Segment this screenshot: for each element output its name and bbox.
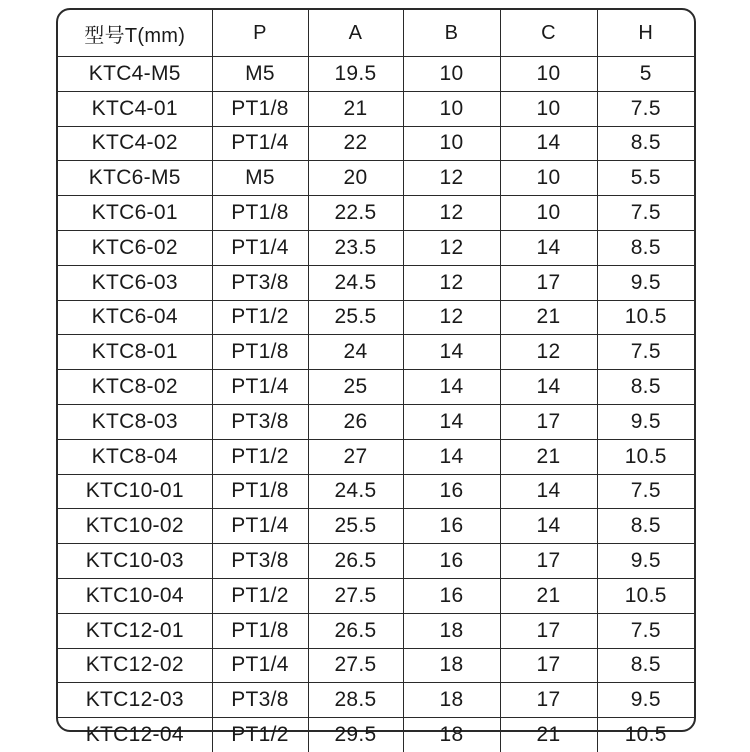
cell-model: KTC12-01 — [58, 613, 212, 648]
cell-h: 8.5 — [597, 370, 694, 405]
cell-a: 22 — [308, 126, 403, 161]
table-header-row — [58, 10, 694, 57]
cell-p: PT1/4 — [212, 230, 308, 265]
cell-b: 14 — [403, 439, 500, 474]
table-row — [58, 648, 694, 683]
cell-p: PT1/4 — [212, 509, 308, 544]
header-b: B — [403, 10, 500, 57]
cell-model: KTC6-04 — [58, 300, 212, 335]
cell-c: 14 — [500, 370, 597, 405]
cell-model: KTC12-02 — [58, 648, 212, 683]
cell-c: 17 — [500, 683, 597, 718]
cell-h: 5 — [597, 57, 694, 92]
cell-a: 26.5 — [308, 613, 403, 648]
cell-h: 8.5 — [597, 230, 694, 265]
cell-b: 12 — [403, 230, 500, 265]
cell-c: 17 — [500, 648, 597, 683]
cell-p: PT1/2 — [212, 578, 308, 613]
cell-b: 16 — [403, 578, 500, 613]
table-row — [58, 718, 694, 752]
cell-p: PT1/4 — [212, 126, 308, 161]
cell-h: 7.5 — [597, 335, 694, 370]
cell-p: PT1/4 — [212, 370, 308, 405]
cell-c: 14 — [500, 509, 597, 544]
cell-model: KTC10-01 — [58, 474, 212, 509]
cell-a: 23.5 — [308, 230, 403, 265]
table-row — [58, 370, 694, 405]
cell-c: 14 — [500, 230, 597, 265]
table-row — [58, 544, 694, 579]
header-c: C — [500, 10, 597, 57]
cell-h: 9.5 — [597, 265, 694, 300]
cell-model: KTC6-01 — [58, 196, 212, 231]
cell-h: 10.5 — [597, 578, 694, 613]
cell-a: 29.5 — [308, 718, 403, 752]
cell-model: KTC6-03 — [58, 265, 212, 300]
cell-a: 27 — [308, 439, 403, 474]
cell-p: PT3/8 — [212, 544, 308, 579]
cell-a: 19.5 — [308, 57, 403, 92]
table-row — [58, 509, 694, 544]
cell-b: 10 — [403, 126, 500, 161]
cell-model: KTC12-03 — [58, 683, 212, 718]
cell-c: 21 — [500, 718, 597, 752]
header-p: P — [212, 10, 308, 57]
spec-table-frame — [56, 8, 696, 747]
cell-a: 24.5 — [308, 265, 403, 300]
table-row — [58, 126, 694, 161]
cell-p: PT1/8 — [212, 91, 308, 126]
table-row — [58, 91, 694, 126]
table-row — [58, 683, 694, 718]
cell-p: PT3/8 — [212, 404, 308, 439]
cell-model: KTC4-02 — [58, 126, 212, 161]
cell-p: PT1/8 — [212, 335, 308, 370]
cell-p: PT1/2 — [212, 718, 308, 752]
cell-b: 18 — [403, 613, 500, 648]
cell-a: 26.5 — [308, 544, 403, 579]
cell-c: 10 — [500, 196, 597, 231]
cell-h: 8.5 — [597, 509, 694, 544]
cell-h: 9.5 — [597, 683, 694, 718]
header-a: A — [308, 10, 403, 57]
cell-a: 25.5 — [308, 509, 403, 544]
cell-b: 16 — [403, 544, 500, 579]
cell-h: 7.5 — [597, 474, 694, 509]
cell-p: PT3/8 — [212, 265, 308, 300]
cell-c: 17 — [500, 404, 597, 439]
cell-c: 21 — [500, 439, 597, 474]
cell-h: 5.5 — [597, 161, 694, 196]
cell-c: 10 — [500, 161, 597, 196]
cell-h: 7.5 — [597, 613, 694, 648]
cell-a: 26 — [308, 404, 403, 439]
cell-c: 14 — [500, 126, 597, 161]
cell-h: 8.5 — [597, 648, 694, 683]
cell-a: 24.5 — [308, 474, 403, 509]
cell-b: 12 — [403, 196, 500, 231]
table-row — [58, 230, 694, 265]
cell-c: 14 — [500, 474, 597, 509]
cell-a: 28.5 — [308, 683, 403, 718]
cell-c: 21 — [500, 300, 597, 335]
cell-p: PT1/8 — [212, 613, 308, 648]
cell-model: KTC6-02 — [58, 230, 212, 265]
cell-b: 18 — [403, 683, 500, 718]
cell-a: 25.5 — [308, 300, 403, 335]
cell-b: 18 — [403, 718, 500, 752]
cell-h: 8.5 — [597, 126, 694, 161]
cell-c: 21 — [500, 578, 597, 613]
table-row — [58, 57, 694, 92]
cell-a: 27.5 — [308, 578, 403, 613]
cell-model: KTC10-03 — [58, 544, 212, 579]
cell-model: KTC4-01 — [58, 91, 212, 126]
cell-h: 7.5 — [597, 91, 694, 126]
cell-b: 16 — [403, 474, 500, 509]
cell-model: KTC12-04 — [58, 718, 212, 752]
cell-model: KTC8-02 — [58, 370, 212, 405]
cell-h: 10.5 — [597, 439, 694, 474]
cell-c: 17 — [500, 265, 597, 300]
cell-h: 10.5 — [597, 300, 694, 335]
table-row — [58, 300, 694, 335]
cell-b: 16 — [403, 509, 500, 544]
cell-model: KTC8-03 — [58, 404, 212, 439]
cell-b: 12 — [403, 265, 500, 300]
cell-a: 25 — [308, 370, 403, 405]
cell-b: 14 — [403, 404, 500, 439]
cell-c: 17 — [500, 613, 597, 648]
table-row — [58, 196, 694, 231]
cell-a: 22.5 — [308, 196, 403, 231]
table-body — [58, 57, 694, 752]
table-row — [58, 578, 694, 613]
cell-h: 9.5 — [597, 544, 694, 579]
table-row — [58, 161, 694, 196]
cell-p: PT1/8 — [212, 474, 308, 509]
cell-c: 10 — [500, 91, 597, 126]
cell-c: 12 — [500, 335, 597, 370]
cell-a: 27.5 — [308, 648, 403, 683]
cell-model: KTC10-02 — [58, 509, 212, 544]
cell-model: KTC4-M5 — [58, 57, 212, 92]
table-row — [58, 265, 694, 300]
table-row — [58, 404, 694, 439]
cell-model: KTC8-01 — [58, 335, 212, 370]
cell-p: M5 — [212, 161, 308, 196]
cell-a: 24 — [308, 335, 403, 370]
cell-b: 10 — [403, 91, 500, 126]
cell-b: 12 — [403, 161, 500, 196]
cell-p: PT3/8 — [212, 683, 308, 718]
cell-p: M5 — [212, 57, 308, 92]
cell-p: PT1/2 — [212, 300, 308, 335]
cell-a: 21 — [308, 91, 403, 126]
cell-model: KTC10-04 — [58, 578, 212, 613]
header-model: 型号T(mm) — [58, 10, 212, 57]
table-row — [58, 613, 694, 648]
cell-h: 7.5 — [597, 196, 694, 231]
cell-p: PT1/8 — [212, 196, 308, 231]
header-h: H — [597, 10, 694, 57]
cell-h: 9.5 — [597, 404, 694, 439]
cell-b: 12 — [403, 300, 500, 335]
cell-p: PT1/4 — [212, 648, 308, 683]
cell-c: 10 — [500, 57, 597, 92]
cell-model: KTC6-M5 — [58, 161, 212, 196]
cell-a: 20 — [308, 161, 403, 196]
cell-b: 14 — [403, 335, 500, 370]
table-row — [58, 335, 694, 370]
spec-table — [58, 10, 694, 752]
cell-c: 17 — [500, 544, 597, 579]
table-row — [58, 474, 694, 509]
cell-model: KTC8-04 — [58, 439, 212, 474]
table-row — [58, 439, 694, 474]
cell-b: 14 — [403, 370, 500, 405]
cell-p: PT1/2 — [212, 439, 308, 474]
cell-h: 10.5 — [624, 723, 667, 747]
cell-b: 10 — [403, 57, 500, 92]
cell-b: 18 — [403, 648, 500, 683]
